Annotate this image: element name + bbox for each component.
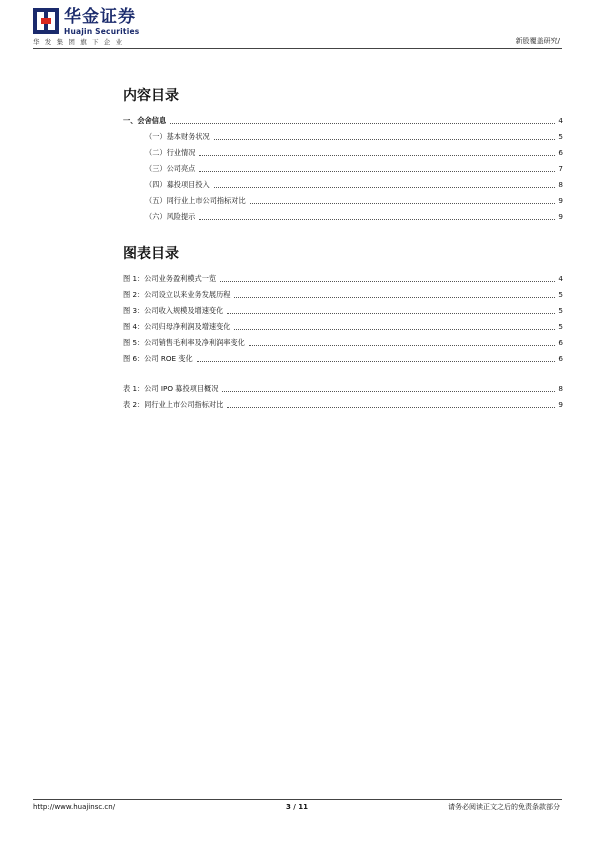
toc-row[interactable] <box>123 158 563 174</box>
toc-label: （二）行业情况 <box>145 148 196 157</box>
toc-leader <box>199 154 555 156</box>
figure-row[interactable] <box>123 300 563 316</box>
figure-page: 5 <box>558 322 563 331</box>
toc-row[interactable] <box>123 174 563 190</box>
figure-page: 6 <box>558 354 563 363</box>
page-number: 3 / 11 <box>286 803 309 811</box>
toc-row[interactable] <box>123 206 563 222</box>
footer-url[interactable]: http://www.huajinsc.cn/ <box>33 803 116 811</box>
footer-divider <box>33 799 562 800</box>
brand-group-tagline: 华发集团旗下企业 <box>33 38 128 46</box>
toc-row[interactable] <box>123 110 563 126</box>
toc-leader <box>234 328 555 330</box>
figures-list <box>123 268 563 410</box>
toc-page: 6 <box>558 148 563 157</box>
toc-page: 9 <box>558 196 563 205</box>
figure-row[interactable] <box>123 332 563 348</box>
huajin-logo-icon <box>33 8 59 34</box>
toc-leader <box>197 360 555 362</box>
figures-title: 图表目录 <box>123 246 179 262</box>
list-spacer <box>123 364 563 378</box>
figure-label: 图 1：公司业务盈利模式一览 <box>123 274 217 283</box>
toc-row[interactable] <box>123 126 563 142</box>
toc-label: 一、会舍信息 <box>123 116 167 125</box>
toc-label: （一）基本财务状况 <box>145 132 210 141</box>
figure-page: 5 <box>558 290 563 299</box>
toc-leader <box>222 390 555 392</box>
figure-row[interactable] <box>123 316 563 332</box>
contents-list <box>123 110 563 222</box>
page-header <box>0 0 595 50</box>
figure-page: 4 <box>558 274 563 283</box>
figure-label: 图 6：公司 ROE 变化 <box>123 354 193 363</box>
toc-page: 4 <box>558 116 563 125</box>
toc-leader <box>234 296 555 298</box>
table-label: 表 2：同行业上市公司指标对比 <box>123 400 224 409</box>
toc-label: （六）风险提示 <box>145 212 196 221</box>
toc-leader <box>249 344 555 346</box>
toc-row[interactable] <box>123 190 563 206</box>
contents-title: 内容目录 <box>123 88 179 104</box>
figure-row[interactable] <box>123 348 563 364</box>
toc-page: 5 <box>558 132 563 141</box>
figure-label: 图 5：公司销售毛利率及净利润率变化 <box>123 338 245 347</box>
table-page: 9 <box>558 400 563 409</box>
toc-leader <box>227 406 555 408</box>
brand-name-cn: 华金证券 <box>64 7 136 27</box>
toc-page: 9 <box>558 212 563 221</box>
toc-leader <box>220 280 555 282</box>
table-row[interactable] <box>123 378 563 394</box>
toc-leader <box>214 138 555 140</box>
figure-row[interactable] <box>123 268 563 284</box>
table-row[interactable] <box>123 394 563 410</box>
table-label: 表 1：公司 IPO 募投项目概况 <box>123 384 219 393</box>
toc-page: 8 <box>558 180 563 189</box>
figure-label: 图 4：公司归母净利润及增速变化 <box>123 322 231 331</box>
toc-leader <box>250 202 555 204</box>
figure-row[interactable] <box>123 284 563 300</box>
toc-leader <box>170 122 555 124</box>
toc-label: （五）同行业上市公司指标对比 <box>145 196 246 205</box>
toc-row[interactable] <box>123 142 563 158</box>
brand-name-en: Huajin Securities <box>64 27 140 36</box>
footer-disclaimer: 请务必阅读正文之后的免责条款部分 <box>448 803 560 811</box>
figure-label: 图 3：公司收入规模及增速变化 <box>123 306 224 315</box>
toc-leader <box>199 170 555 172</box>
header-divider <box>33 48 562 49</box>
toc-leader <box>214 186 555 188</box>
table-page: 8 <box>558 384 563 393</box>
toc-leader <box>199 218 555 220</box>
toc-label: （四）募投项目投入 <box>145 180 210 189</box>
toc-leader <box>227 312 555 314</box>
toc-label: （三）公司亮点 <box>145 164 196 173</box>
figure-page: 6 <box>558 338 563 347</box>
figure-page: 5 <box>558 306 563 315</box>
report-type: 新股覆盖研究/ <box>515 37 560 45</box>
toc-page: 7 <box>558 164 563 173</box>
figure-label: 图 2：公司设立以来业务发展历程 <box>123 290 231 299</box>
